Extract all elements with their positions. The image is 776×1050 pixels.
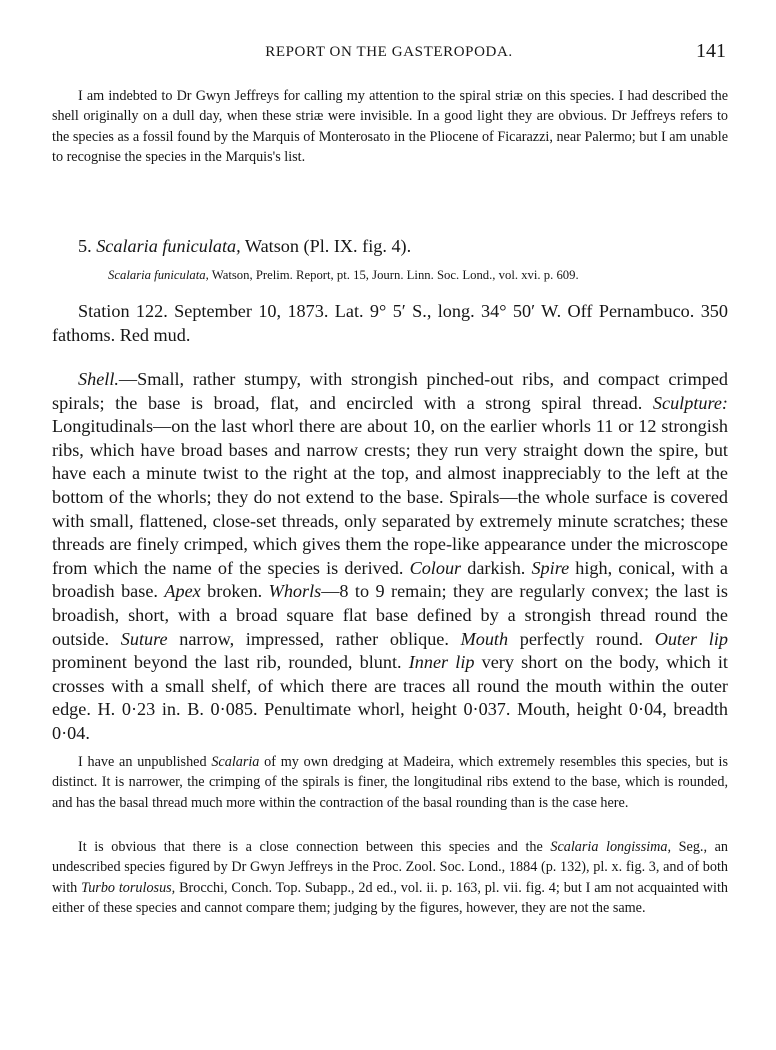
synonym-citation: Watson, Prelim. Report, pt. 15, Journ. Linn. Soc. Lond., vol. xvi. p. 609. bbox=[211, 268, 579, 282]
species-name: Scalaria funiculata, bbox=[96, 236, 241, 256]
synonym-name: Scalaria funiculata, bbox=[108, 268, 209, 282]
desc-text-5: broken. bbox=[200, 581, 269, 602]
intro-paragraph: I am indebted to Dr Gwyn Jeffreys for calling my attention to the spiral striæ on this species. I had described the shell originally on a dull day, when these striæ were invisible. In a good light they are obvious. Dr Jeffreys refers to the species as a fossil found by the Marquis of Monterosato in the Pliocene of Ficarazzi, near Palermo; but I am unable to recognise the species in the Marquis's list. bbox=[52, 88, 728, 165]
species-number: 5. bbox=[78, 236, 92, 256]
note2-species-1: Scalaria longissima, bbox=[550, 839, 672, 855]
label-sculpture: Sculpture: bbox=[652, 392, 728, 413]
note2-text-a: It is obvious that there is a close connection between this species and the bbox=[78, 839, 551, 855]
label-apex: Apex bbox=[164, 581, 201, 602]
synonymy-reference bbox=[108, 268, 728, 283]
shell-description bbox=[52, 368, 728, 746]
desc-text-4: high, conical, with a broadish base. bbox=[52, 557, 728, 602]
desc-text-7: narrow, impressed, rather oblique. bbox=[167, 628, 461, 649]
desc-text-10: very short on the body, which it crosses with a small shelf, of which there are traces all round the mouth within the outer edge. H. 0·23 in. B. 0·085. Penultimate whorl, height 0·037. Mouth, height 0·04, breadth 0·04. bbox=[52, 652, 728, 743]
page-number: 141 bbox=[696, 40, 726, 62]
desc-text-2: Longitudinals—on the last whorl there are about 10, on the earlier whorls 11 or 12 strongish ribs, which have broad bases and narrow crests; they run very straight down the spire, but have each a minute twist to the right at the top, and almost inappreciably to the left at the bottom of the whorls; they do not extend to the base. Spirals—the whole surface is covered with small, flattened, close-set threads, only separated by extremely minute scratches; these threads are finely crimped, which gives them the rope-like appearance under the microscope from which the name of the species is derived. bbox=[52, 416, 728, 578]
note1-text-a: I have an unpublished bbox=[78, 754, 212, 770]
label-shell: Shell. bbox=[78, 369, 119, 389]
note-madeira bbox=[52, 752, 728, 813]
note-comparison bbox=[52, 837, 728, 918]
note1-genus: Scalaria bbox=[211, 754, 260, 770]
species-author-ref: Watson (Pl. IX. fig. 4). bbox=[244, 236, 412, 256]
note2-species-2: Turbo torulosus, bbox=[81, 879, 176, 896]
label-inner-lip: Inner lip bbox=[408, 652, 475, 673]
desc-text-9: prominent beyond the last rib, rounded, blunt. bbox=[52, 652, 409, 673]
label-suture: Suture bbox=[120, 628, 168, 649]
label-colour: Colour bbox=[409, 557, 462, 578]
species-heading bbox=[78, 236, 728, 257]
desc-text-8: perfectly round. bbox=[508, 628, 655, 649]
desc-text-6: —8 to 9 remain; they are regularly convex; the last is broadish, short, with a broad square flat base defined by a strongish thread round the outside. bbox=[52, 581, 728, 649]
station-info: Station 122. September 10, 1873. Lat. 9° 5′ S., long. 34° 50′ W. Off Pernambuco. 350 fathoms. Red mud. bbox=[52, 301, 728, 345]
note1-text-c: of my own dredging at Madeira, which extremely resembles this species, but is distinct. It is narrower, the crimping of the spirals is finer, the longitudinal ribs extend to the base, which is rounded, and has the basal thread much more within the contraction of the basal rounding than is the case here. bbox=[52, 754, 728, 811]
label-outer-lip: Outer lip bbox=[654, 628, 729, 649]
label-whorls: Whorls bbox=[268, 581, 322, 602]
label-spire: Spire bbox=[531, 557, 570, 578]
label-mouth: Mouth bbox=[460, 628, 509, 649]
desc-text-1: —Small, rather stumpy, with strongish pinched-out ribs, and compact crimped spirals; the base is broad, flat, and encircled with a strong spiral thread. bbox=[52, 369, 728, 413]
running-title: REPORT ON THE GASTEROPODA. bbox=[265, 44, 513, 60]
note2-text-c: Seg., an undescribed species figured by Dr Gwyn Jeffreys in the Proc. Zool. Soc. Lond., 1884 (p. 132), pl. x. fig. 3, and of both with bbox=[52, 839, 728, 896]
desc-text-3: darkish. bbox=[461, 557, 532, 578]
page-header bbox=[52, 40, 726, 66]
note2-text-e: Brocchi, Conch. Top. Subapp., 2d ed., vol. ii. p. 163, pl. vii. fig. 4; but I am not acquainted with either of these species and cannot compare them; judging by the figures, however, they are not the same. bbox=[52, 879, 728, 916]
